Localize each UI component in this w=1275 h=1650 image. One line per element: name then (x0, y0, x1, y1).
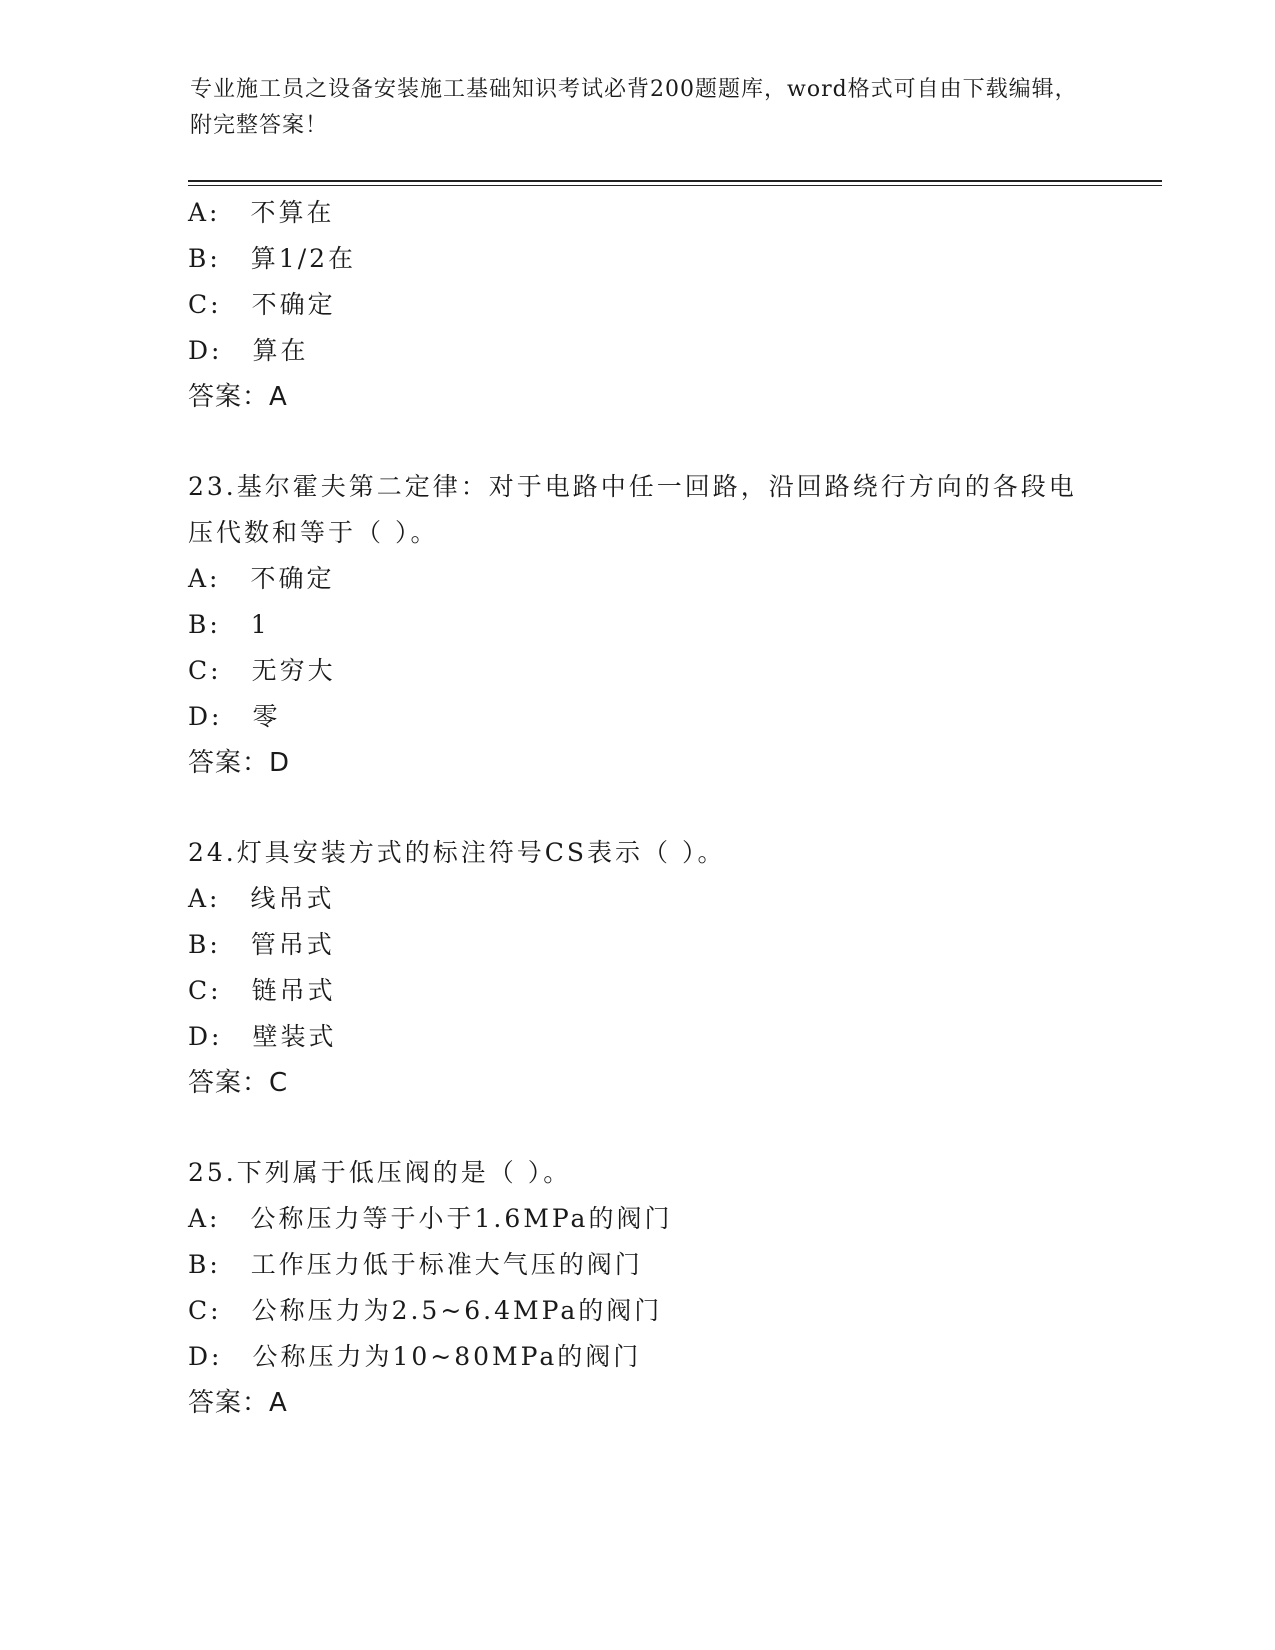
option-d: D: 壁装式 (188, 1022, 337, 1051)
option-a: A: 不确定 (188, 564, 335, 593)
option-b: B: 管吊式 (188, 930, 335, 959)
option-b: B: 算1/2在 (188, 244, 357, 273)
question-25 (188, 1150, 1148, 1426)
question-24 (188, 830, 1148, 1106)
option-c: C: 链吊式 (188, 976, 336, 1005)
question-23 (188, 464, 1148, 786)
option-a: A: 公称压力等于小于1.6MPa的阀门 (188, 1204, 673, 1233)
option-d: D: 算在 (188, 336, 309, 365)
question-stem: 25.下列属于低压阀的是（ ）。 (188, 1158, 572, 1187)
option-c: C: 无穷大 (188, 656, 336, 685)
question-stem: 23.基尔霍夫第二定律：对于电路中任一回路，沿回路绕行方向的各段电压代数和等于（ ）。 (188, 472, 1077, 547)
answer-line: 答案：D (188, 748, 291, 778)
header-rule-thick (188, 180, 1162, 182)
page-header: 专业施工员之设备安装施工基础知识考试必背200题题库，word格式可自由下载编辑，附完整答案！ (190, 77, 1078, 138)
answer-line: 答案：A (188, 1388, 288, 1418)
question-22-tail (188, 190, 1148, 420)
option-c: C: 不确定 (188, 290, 336, 319)
option-d: D: 公称压力为10~80MPa的阀门 (188, 1342, 642, 1371)
option-a: A: 线吊式 (188, 884, 335, 913)
header-rule-thin (188, 185, 1162, 186)
answer-line: 答案：A (188, 382, 288, 412)
question-stem: 24.灯具安装方式的标注符号CS表示（ ）。 (188, 838, 726, 867)
option-c: C: 公称压力为2.5~6.4MPa的阀门 (188, 1296, 663, 1325)
document-content (188, 190, 1148, 1426)
answer-line: 答案：C (188, 1068, 289, 1098)
option-b: B: 1 (188, 610, 270, 639)
option-b: B: 工作压力低于标准大气压的阀门 (188, 1250, 643, 1279)
option-a: A: 不算在 (188, 198, 335, 227)
option-d: D: 零 (188, 702, 281, 731)
